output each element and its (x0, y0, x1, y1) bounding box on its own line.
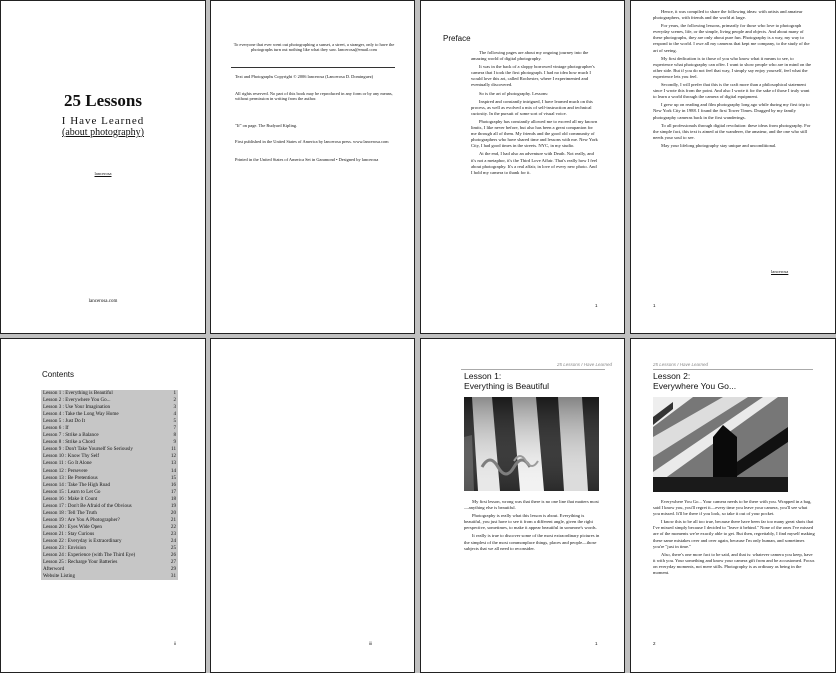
copyright-page (210, 0, 415, 334)
contents-entry-page: 25 (170, 545, 176, 552)
paragraph: Photography has constantly allowed me to exceed all my known limits, I like never before, but also has been a great companion for me through all of them. My friends and the good old community of photographers who have shared time and lessons with me. New York City, I had good times in the streets. NYC, in my studio. (471, 118, 598, 149)
lesson-title (464, 371, 549, 391)
preface-page (420, 0, 625, 334)
contents-entry-label: Afterword (43, 566, 65, 573)
printing-note: Printed in the United States of America Set in Garamond • Designed by lancerosa (235, 157, 379, 162)
contents-entry-label: Lesson 24 : Experience (with The Third Eye) (43, 552, 136, 559)
lesson-name: Everywhere You Go... (653, 381, 737, 391)
contents-entry-page: 21 (170, 516, 176, 523)
contents-entry-page: 2 (173, 397, 176, 404)
divider (231, 67, 395, 68)
paragraph: Secondly, I will prefer that this is the craft more than a philosophical statement since I wrote this from the point. And also I wrote it for the sake of those I truly want to learn a world through the camera of digital equipment. (653, 82, 810, 100)
lesson-title (653, 371, 736, 391)
contents-entry-page: 23 (170, 530, 176, 537)
paragraph: Also, there's one more fact to be said, and that is: whatever camera you keep, have it with you. Your something and know your camera gift from and be accustomed. Focus on everyday moments, not mere stills. Photography is as ordinary as being in the moment. (653, 551, 815, 576)
contents-entry-page: 3 (173, 404, 176, 411)
contents-entry-label: Lesson 2 : Everywhere You Go... (43, 397, 111, 404)
book-title: 25 Lessons (64, 91, 142, 110)
contents-entry[interactable] (41, 425, 178, 432)
page-number: 1 (595, 303, 598, 308)
paragraph: Inspired and constantly intrigued, I have learned much on this process, as well as evolved a mix of self-instruction and technical curiosity. In the pursuit of some sort of visual voice. (471, 98, 593, 116)
contents-entry-label: Lesson 25 : Recharge Your Batteries (43, 559, 118, 566)
contents-entry-label: Lesson 9 : Don't Take Yourself So Seriously (43, 446, 133, 453)
contents-title: Contents (42, 370, 75, 379)
crosswalk-photo (464, 397, 599, 491)
contents-entry-label: Lesson 23 : Envision (43, 545, 86, 552)
contents-entry-page: 14 (170, 467, 176, 474)
contents-entry-page: 26 (170, 552, 176, 559)
preface-body (653, 9, 813, 151)
website: lancerosa.com (88, 299, 118, 304)
contents-entry[interactable] (41, 531, 178, 538)
paragraph: Hence, it was compiled to share the following ideas: with artists and amateur photographers, with friends and the world at large. (653, 9, 803, 21)
building-shadows-photo (653, 397, 788, 492)
contents-entry-page: 31 (170, 573, 176, 580)
contents-entry-label: Lesson 6 : If (43, 425, 69, 432)
contents-entry-page: 12 (170, 453, 176, 460)
lesson-1-page (420, 338, 625, 673)
paragraph: So is the art of photography. Lessons: (479, 90, 549, 96)
contents-entry-page: 18 (170, 495, 176, 502)
book-subtitle: I Have Learned (61, 115, 145, 127)
contents-entry[interactable] (41, 468, 178, 475)
contents-entry-label: Lesson 21 : Stay Curious (43, 530, 95, 537)
paragraph: It really is true to discover some of the most extraordinary pictures in the simplest of the most commonplace things, places and people—those subjects that we all need to reconsider. (464, 533, 600, 551)
contents-entry-label: Lesson 11 : Go It Alone (43, 460, 92, 467)
lesson-number: Lesson 2: (653, 371, 691, 381)
contents-entry-page: 13 (170, 460, 176, 467)
lesson-body (653, 499, 815, 578)
page-number: 1 (595, 641, 598, 646)
paragraph: At the end, I had also an adventure with Death. Not really, and it's not a metaphor, it's the Third Love Affair. That's really how I feel about photography. It's a real affair, in love of every new photo. And I hold my camera to thank for it. (471, 151, 598, 175)
publication-note: First published in the United States of America by lancerosa press. www.lancerosa.com (235, 139, 389, 144)
paragraph: Photography is really what this lesson is about. Everything is beautiful, you just have to see it from a different angle, given the right perspective, sometimes, to make it appear beautiful in someone's words. (464, 513, 597, 531)
contents-entry-page: 24 (170, 537, 176, 544)
lesson-number: Lesson 1: (464, 371, 502, 381)
contents-entry-label: Lesson 7 : Strike a Balance (43, 432, 99, 439)
contents-entry[interactable] (41, 489, 178, 496)
page-number: iii (369, 641, 372, 646)
contents-entry-page: 5 (173, 418, 176, 425)
preface-title: Preface (443, 34, 471, 43)
paragraph: For years, the following lessons, primarily for those who love to photograph everyday scenes, life, or the simple, living people and objects. And about many of these photographs, they are only about pure fun. Photography is a way, my way to respond to the world. I owe all my cameras that kept me company, to the study of the art of seeing. (653, 23, 810, 53)
contents-entry-page: 27 (170, 559, 176, 566)
preface-body (471, 50, 599, 178)
contents-entry[interactable] (41, 524, 178, 531)
contents-entry-page: 7 (173, 425, 176, 432)
author-name: lancerosa (94, 171, 112, 176)
paragraph: Everywhere You Go... Your camera needs to be there with you. Wrapped in a bag, said I know you, you'll regret it—every time you leave your camera, you'll see what you missed. It'll be there if you look, so take it out of your pocket. (653, 499, 812, 517)
contents-entry-label: Lesson 4 : Take the Long Way Home (43, 411, 119, 418)
header-rule (653, 369, 813, 370)
contents-entry[interactable] (41, 460, 178, 467)
contents-entry[interactable] (41, 552, 178, 559)
dedication: To everyone that ever went out photographing a sunset, a street, a stranger, only to have the photographs turn out nothing like what they saw. lancerosa@email.com (233, 42, 395, 53)
contents-entry-label: Lesson 20 : Eyes Wide Open (43, 523, 102, 530)
lesson-name: Everything is Beautiful (464, 381, 550, 391)
contents-entry[interactable] (41, 475, 178, 482)
contents-entry[interactable] (41, 404, 178, 411)
contents-entry[interactable] (41, 517, 178, 524)
paragraph: The following pages are about my ongoing journey into the amazing world of digital photography. (471, 50, 589, 62)
contents-entry[interactable] (41, 482, 178, 489)
contents-entry[interactable] (41, 453, 178, 460)
contents-entry[interactable] (41, 510, 178, 517)
lesson-body (464, 499, 602, 554)
contents-entry-page: 11 (171, 446, 176, 453)
contents-entry-page: 9 (173, 439, 176, 446)
contents-entry-label: Lesson 12 : Persevere (43, 467, 88, 474)
contents-entry-label: Lesson 5 : Just Do It (43, 418, 86, 425)
contents-entry[interactable] (41, 503, 178, 510)
paragraph: My first dedication is to those of you who know what it means to see, to experience what photography can offer. I want to show people who are in mind on the other side. But if you do not feel that way, I simply say enjoy yourself, feel what the experience lets you feel. (653, 55, 812, 79)
contents-entry[interactable] (41, 432, 178, 439)
blank-page (210, 338, 415, 673)
paragraph: My first lesson, wrong was that there is no one line that matters most—anything else is beautiful. (464, 499, 599, 511)
contents-entry-label: Website Listing (43, 573, 75, 580)
paragraph: May your lifelong photography stay unique and unconditional. (661, 142, 777, 148)
header-rule (461, 369, 605, 370)
lesson-2-page (630, 338, 836, 673)
contents-entry-page: 19 (170, 502, 176, 509)
contents-list (41, 390, 178, 580)
contents-entry-page: 20 (170, 509, 176, 516)
contents-entry-label: Lesson 22 : Everyday is Extraordinary (43, 537, 122, 544)
contents-entry-label: Lesson 14 : Take The High Road (43, 481, 111, 488)
contents-entry-page: 17 (170, 488, 176, 495)
book-subtitle-2: (about photography) (62, 127, 144, 138)
contents-entry[interactable] (41, 390, 178, 397)
signature: lancerosa (771, 269, 789, 274)
contents-entry-label: Lesson 10 : Know Thy Self (43, 453, 100, 460)
contents-entry-page: 8 (173, 432, 176, 439)
contents-entry-page: 4 (173, 411, 176, 418)
title-page (0, 0, 206, 334)
contents-entry-page: 1 (173, 390, 176, 396)
contents-entry-label: Lesson 1 : Everything is Beautiful (43, 390, 113, 396)
rights-notice: All rights reserved. No part of this book may be reproduced in any form or by any means, without permission in writing from the author. (235, 91, 393, 102)
contents-entry-label: Lesson 3 : Use Your Imagination (43, 404, 111, 411)
contents-entry[interactable] (41, 566, 178, 573)
contents-entry-label: Lesson 17 : Don't Be Afraid of the Obvious (43, 502, 132, 509)
copyright-notice: Text and Photographs Copyright © 2006 lancerosa (Lancerosa D. Dominguez) (235, 74, 374, 79)
running-head: 25 Lessons I Have Learned (653, 362, 709, 367)
credits-note: "If" on page. The Rudyard Kipling. (235, 123, 298, 128)
contents-entry-label: Lesson 19 : Are You A Photographer? (43, 516, 120, 523)
page-number: 2 (653, 641, 656, 646)
contents-entry-page: 15 (170, 474, 176, 481)
contents-entry-label: Lesson 13 : Be Pretentious (43, 474, 98, 481)
preface-continued-page (630, 0, 836, 334)
paragraph: I grew up on reading and film photography long ago while during my first trip to New York City in 1988. I found the first Tower Times. Dragged by my family photography cameras back in the first wanderings. (653, 102, 810, 120)
contents-entry-label: Lesson 8 : Strike a Chord (43, 439, 95, 446)
contents-entry-page: 16 (170, 481, 176, 488)
contents-entry[interactable] (41, 411, 178, 418)
contents-entry-label: Lesson 18 : Tell The Truth (43, 509, 97, 516)
contents-entry[interactable] (41, 397, 178, 404)
page-number: ii (174, 641, 176, 646)
paragraph: It was in the back of a sloppy borrowed vintage photographer's camera that I took the first photograph. I had no idea how much I would love this art, called Rochester, where I experimented and eventually discovered. (471, 64, 595, 88)
contents-entry-label: Lesson 15 : Learn to Let Go (43, 488, 101, 495)
contents-entry[interactable] (41, 538, 178, 545)
contents-entry[interactable] (41, 496, 178, 503)
contents-entry-page: 29 (170, 566, 176, 573)
contents-entry-label: Lesson 16 : Make it Count (43, 495, 98, 502)
page-number: 1 (653, 303, 656, 308)
running-head: 25 Lessons I Have Learned (556, 362, 612, 367)
contents-entry[interactable] (41, 573, 178, 580)
paragraph: To all professionals through digital revolution: these ideas from photography. For the simple fact, this text is aimed at the wanderer, the amateur, and the one who still needs your soul to see. (653, 122, 811, 140)
contents-entry-page: 22 (170, 523, 176, 530)
paragraph: I know this to be all too true, because there have been far too many great shots that I've missed simply because I decided to "leave it behind." None of the ones I've missed are of the moments we're exactly able to get. But then, regrettably, I find myself making these same mistakes over and over again, because I'm only human, and sometimes you're "just in time." (653, 519, 815, 549)
